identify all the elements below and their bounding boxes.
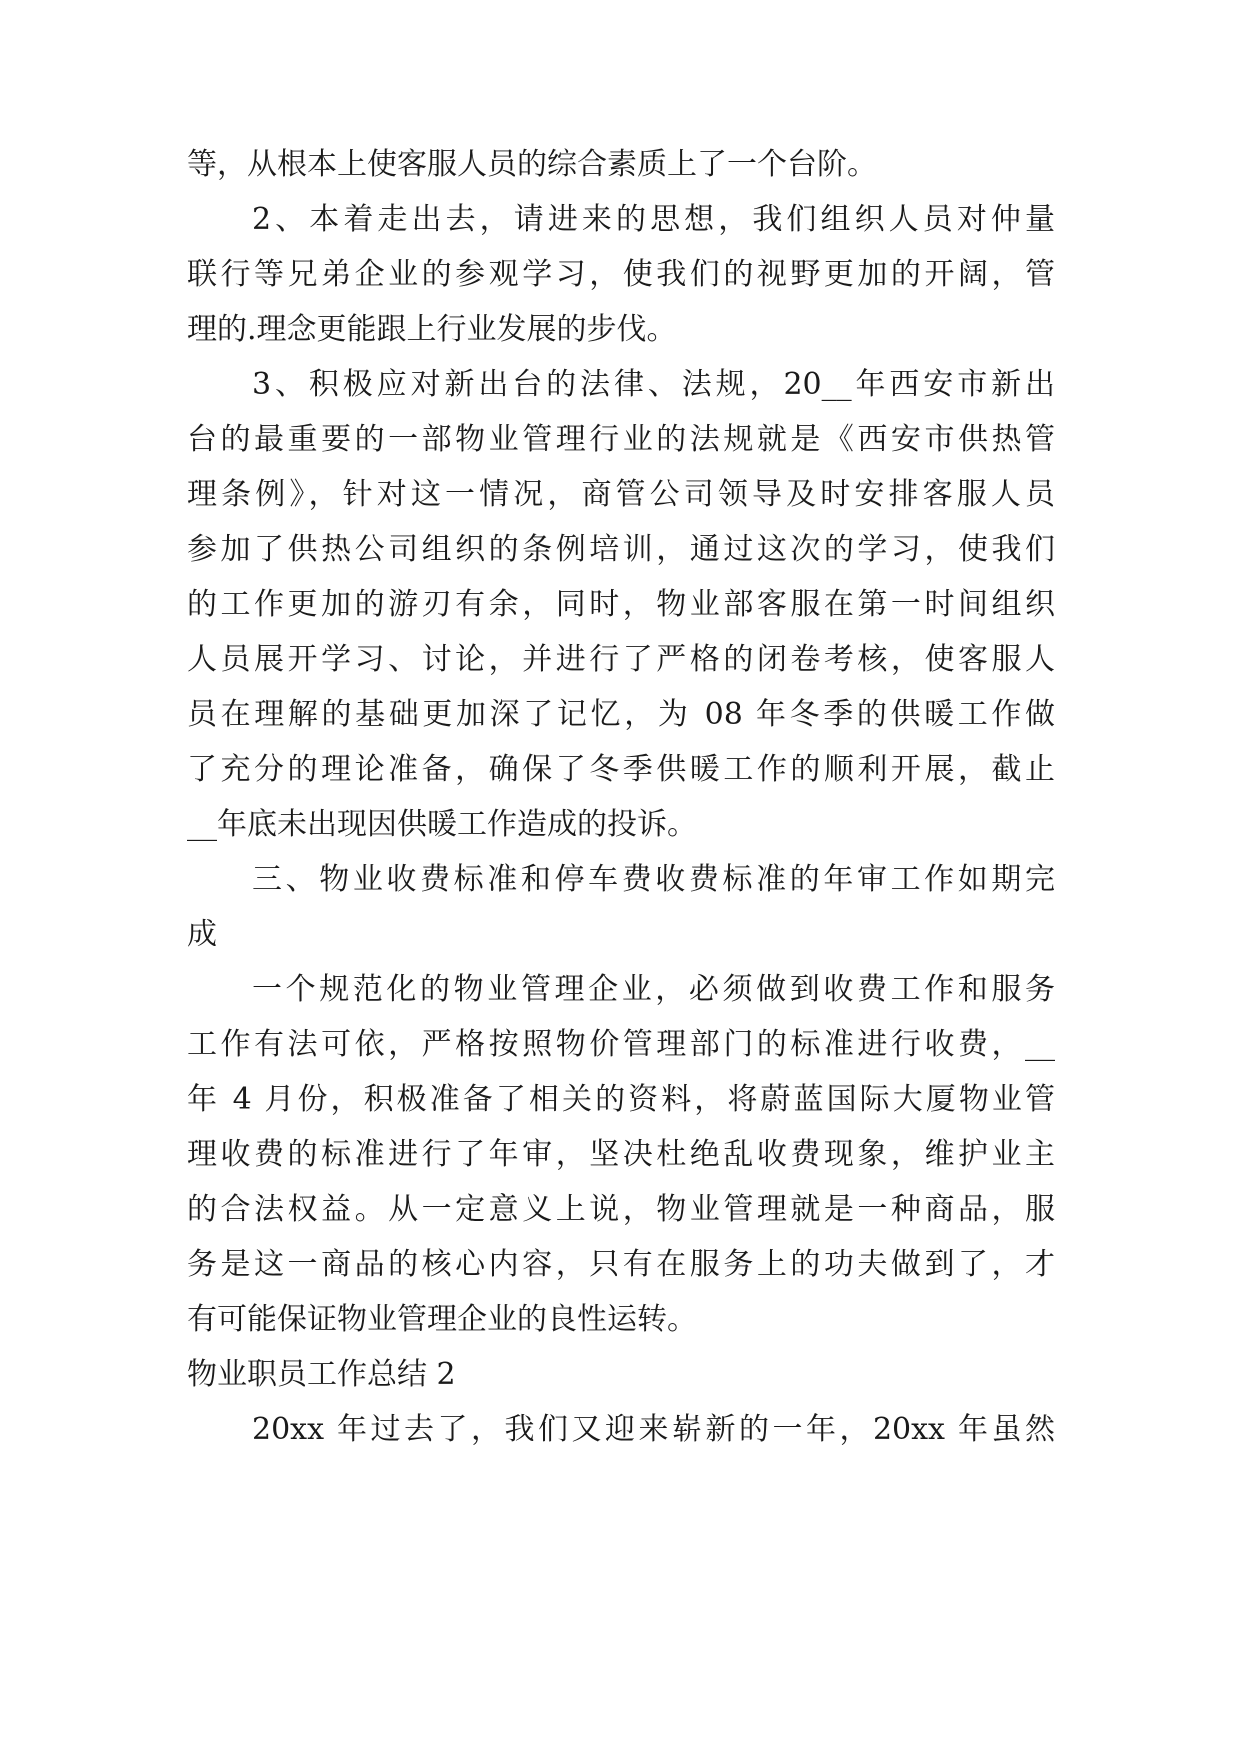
paragraph-line: 务是这一商品的核心内容，只有在服务上的功夫做到了，才 [187, 1247, 1055, 1282]
document-subtitle: 物业职员工作总结 2 [187, 1357, 456, 1392]
section-heading-line: 三、物业收费标准和停车费收费标准的年审工作如期完 [252, 862, 1055, 897]
paragraph-line: 有可能保证物业管理企业的良性运转。 [187, 1302, 697, 1337]
paragraph-line: __年底未出现因供暖工作造成的投诉。 [187, 807, 697, 842]
section-heading-line: 成 [187, 917, 217, 952]
paragraph-line: 员在理解的基础更加深了记忆，为 08 年冬季的供暖工作做 [187, 697, 1055, 732]
paragraph-line: 20xx 年过去了，我们又迎来崭新的一年，20xx 年虽然 [252, 1412, 1055, 1447]
paragraph-line: 理收费的标准进行了年审，坚决杜绝乱收费现象，维护业主 [187, 1137, 1055, 1172]
paragraph-line: 联行等兄弟企业的参观学习，使我们的视野更加的开阔，管 [187, 257, 1055, 292]
paragraph-line: 年 4 月份，积极准备了相关的资料，将蔚蓝国际大厦物业管 [187, 1082, 1055, 1117]
paragraph-line: 工作有法可依，严格按照物价管理部门的标准进行收费，__ [187, 1027, 1055, 1062]
paragraph-line: 了充分的理论准备，确保了冬季供暖工作的顺利开展，截止 [187, 752, 1055, 787]
paragraph-line: 一个规范化的物业管理企业，必须做到收费工作和服务 [252, 972, 1055, 1007]
paragraph-line: 等，从根本上使客服人员的综合素质上了一个台阶。 [187, 147, 877, 182]
paragraph-line: 的合法权益。从一定意义上说，物业管理就是一种商品，服 [187, 1192, 1055, 1227]
paragraph-line: 理条例》，针对这一情况，商管公司领导及时安排客服人员 [187, 477, 1055, 512]
paragraph-line: 2、本着走出去，请进来的思想，我们组织人员对仲量 [252, 202, 1055, 237]
paragraph-line: 台的最重要的一部物业管理行业的法规就是《西安市供热管 [187, 422, 1055, 457]
paragraph-line: 3、积极应对新出台的法律、法规，20__年西安市新出 [252, 367, 1055, 402]
paragraph-line: 的工作更加的游刃有余，同时，物业部客服在第一时间组织 [187, 587, 1055, 622]
paragraph-line: 参加了供热公司组织的条例培训，通过这次的学习，使我们 [187, 532, 1055, 567]
paragraph-line: 人员展开学习、讨论，并进行了严格的闭卷考核，使客服人 [187, 642, 1055, 677]
paragraph-line: 理的.理念更能跟上行业发展的步伐。 [187, 312, 677, 347]
